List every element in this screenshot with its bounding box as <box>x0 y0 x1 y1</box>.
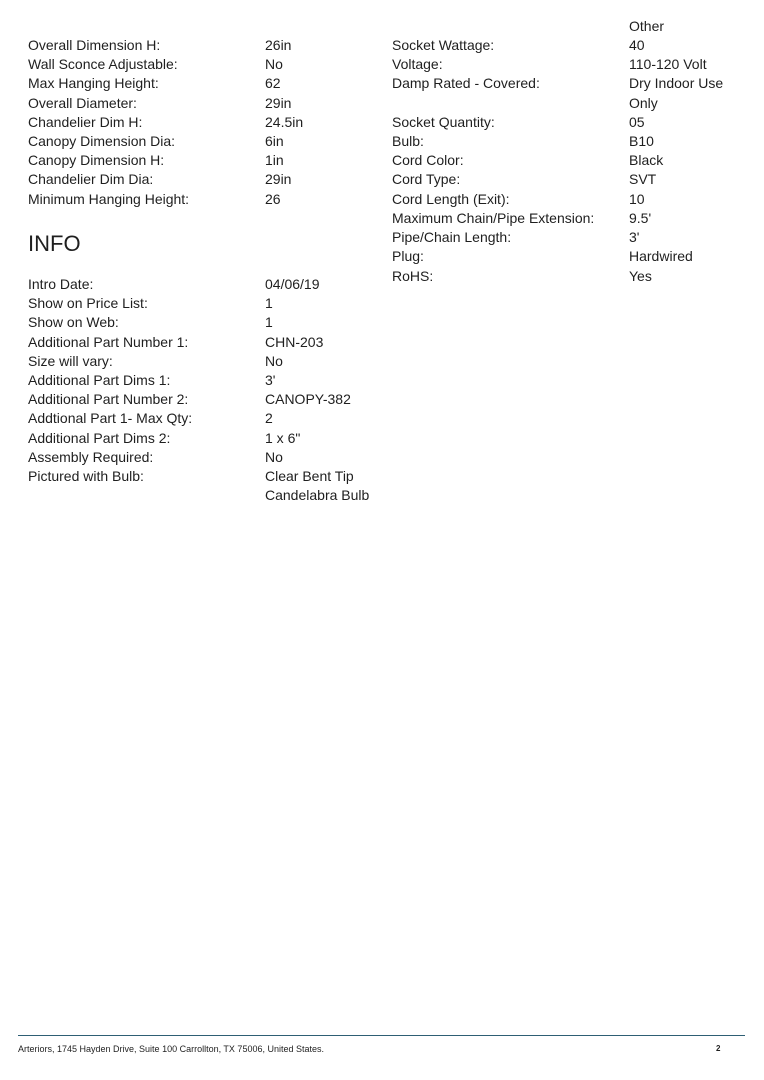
spec-label: Additional Part Number 1: <box>28 334 189 350</box>
page-number: 2 <box>716 1044 721 1053</box>
spec-value: 110-120 Volt <box>629 56 707 72</box>
spec-label: Maximum Chain/Pipe Extension: <box>392 210 595 226</box>
spec-label: Max Hanging Height: <box>28 75 159 91</box>
spec-label: Show on Web: <box>28 314 119 330</box>
spec-value: 10 <box>629 191 645 207</box>
spec-label: Pipe/Chain Length: <box>392 229 512 245</box>
spec-value: 05 <box>629 114 645 130</box>
spec-value-continued: Only <box>629 95 658 111</box>
spec-value: 1 <box>265 314 273 330</box>
spec-label: Additional Part Dims 2: <box>28 430 171 446</box>
spec-value: SVT <box>629 171 657 187</box>
footer-address: Arteriors, 1745 Hayden Drive, Suite 100 Carrollton, TX 75006, United States. <box>18 1044 324 1054</box>
spec-label: Plug: <box>392 248 424 264</box>
spec-value: 1 x 6" <box>265 430 301 446</box>
spec-value: 24.5in <box>265 114 304 130</box>
spec-label: Bulb: <box>392 133 424 149</box>
spec-label: Size will vary: <box>28 353 113 369</box>
spec-value: Other <box>629 18 665 34</box>
spec-label: Cord Length (Exit): <box>392 191 510 207</box>
footer-divider <box>18 1035 745 1036</box>
spec-value: 9.5' <box>629 210 652 226</box>
spec-value: 1 <box>265 295 273 311</box>
spec-label: Damp Rated - Covered: <box>392 75 540 91</box>
spec-value: 3' <box>265 372 276 388</box>
spec-value: 04/06/19 <box>265 276 320 292</box>
spec-label: Cord Type: <box>392 171 461 187</box>
spec-label: Overall Dimension H: <box>28 37 161 53</box>
spec-value: Dry Indoor Use <box>629 75 724 91</box>
spec-value: 29in <box>265 95 292 111</box>
spec-label: Minimum Hanging Height: <box>28 191 190 207</box>
spec-value: Hardwired <box>629 248 693 264</box>
spec-value: CHN-203 <box>265 334 324 350</box>
spec-value: Clear Bent Tip <box>265 468 354 484</box>
spec-label: Socket Wattage: <box>392 37 495 53</box>
spec-value: B10 <box>629 133 654 149</box>
spec-value: 3' <box>629 229 640 245</box>
spec-label: Overall Diameter: <box>28 95 137 111</box>
spec-label: Chandelier Dim H: <box>28 114 143 130</box>
spec-label: Addtional Part 1- Max Qty: <box>28 410 193 426</box>
spec-label: RoHS: <box>392 268 434 284</box>
spec-value: 2 <box>265 410 273 426</box>
spec-label: Chandelier Dim Dia: <box>28 171 154 187</box>
spec-value: 6in <box>265 133 284 149</box>
spec-label: Additional Part Dims 1: <box>28 372 171 388</box>
spec-label: Assembly Required: <box>28 449 154 465</box>
spec-value: No <box>265 449 283 465</box>
spec-value: No <box>265 56 283 72</box>
spec-value: 26 <box>265 191 281 207</box>
spec-value: Yes <box>629 268 652 284</box>
spec-label: Canopy Dimension Dia: <box>28 133 176 149</box>
spec-label: Cord Color: <box>392 152 464 168</box>
spec-value: No <box>265 353 283 369</box>
spec-value-continued: Candelabra Bulb <box>265 487 370 503</box>
spec-value: 40 <box>629 37 645 53</box>
spec-value: Black <box>629 152 664 168</box>
spec-label: Wall Sconce Adjustable: <box>28 56 178 72</box>
spec-value: 29in <box>265 171 292 187</box>
spec-value: CANOPY-382 <box>265 391 351 407</box>
spec-value: 1in <box>265 152 284 168</box>
spec-label: Canopy Dimension H: <box>28 152 165 168</box>
spec-value: 62 <box>265 75 281 91</box>
spec-label: Pictured with Bulb: <box>28 468 144 484</box>
spec-label: Show on Price List: <box>28 295 148 311</box>
spec-label: Socket Quantity: <box>392 114 495 130</box>
spec-label: Voltage: <box>392 56 443 72</box>
info-section-title: INFO <box>28 231 81 256</box>
spec-label: Additional Part Number 2: <box>28 391 189 407</box>
spec-value: 26in <box>265 37 292 53</box>
spec-label: Intro Date: <box>28 276 94 292</box>
